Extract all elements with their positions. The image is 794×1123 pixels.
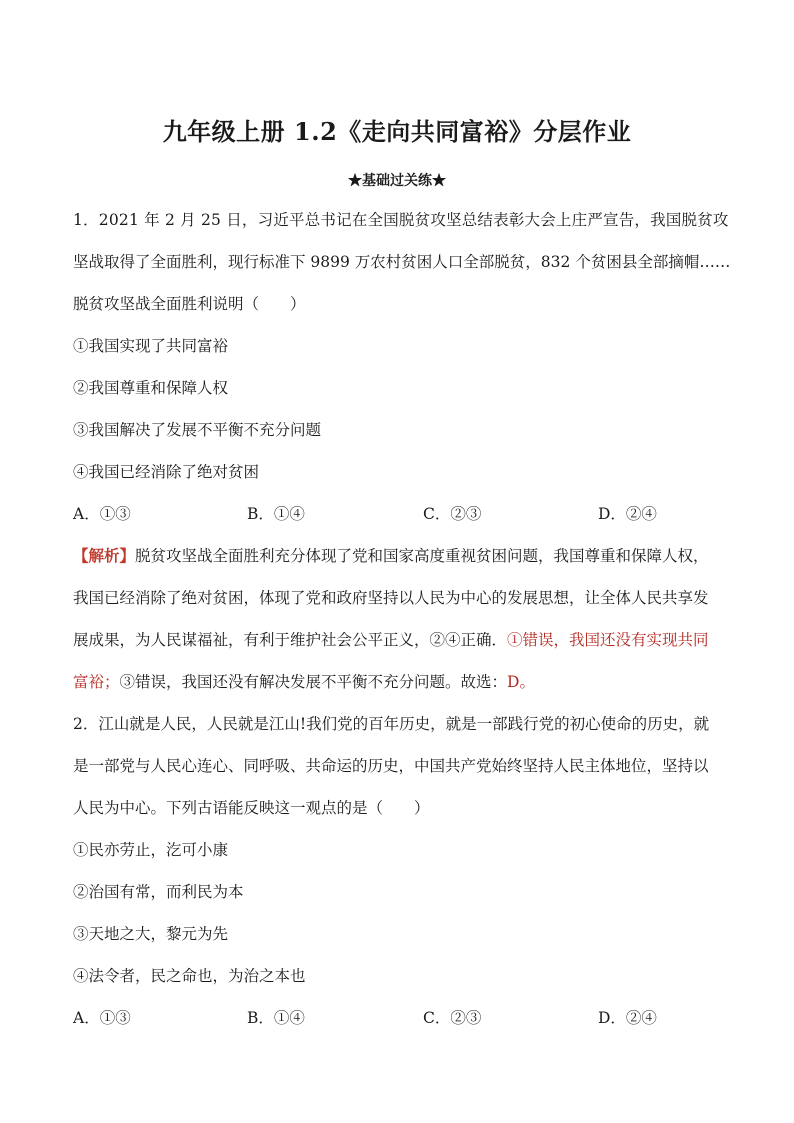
analysis-text-1: 脱贫攻坚战全面胜利充分体现了党和国家高度重视贫困问题，我国尊重和保障人权， [135,547,709,565]
q1-option-c: C．②③ [423,505,482,523]
q2-item-2: ②治国有常，而利民为本 [73,883,244,901]
q1-analysis-line-1 [73,546,733,566]
q1-item-3: ③我国解决了发展不平衡不充分问题 [73,421,322,439]
q1-option-a: A．①③ [73,505,131,523]
analysis-text-4a: 富裕； [73,673,120,691]
analysis-text-4b: ③错误，我国还没有解决发展不平衡不充分问题。故选： [119,673,508,691]
analysis-answer: D。 [507,673,535,691]
q1-analysis-line-4 [73,672,733,692]
q2-item-4: ④法令者，民之命也，为治之本也 [73,967,306,985]
q1-option-b: B．①④ [247,505,305,523]
q1-item-2: ②我国尊重和保障人权 [73,379,229,397]
q1-option-d: D．②④ [598,505,657,523]
q1-analysis-line-2: 我国已经消除了绝对贫困，体现了党和政府坚持以人民为中心的发展思想，让全体人民共享发 [73,589,709,607]
q2-option-b: B．①④ [247,1009,305,1027]
q2-option-c: C．②③ [423,1009,482,1027]
q2-item-3: ③天地之大，黎元为先 [73,925,229,943]
q1-stem-line-1: 1．2021 年 2 月 25 日，习近平总书记在全国脱贫攻坚总结表彰大会上庄严宣告，我国脱贫攻 [73,211,729,229]
q2-stem-line-3: 人民为中心。下列古语能反映这一观点的是（ ） [73,799,430,817]
analysis-tag: 【解析】 [73,546,136,565]
q1-stem-line-3: 脱贫攻坚战全面胜利说明（ ） [73,295,306,313]
section-heading: ★基础过关练★ [348,173,446,189]
q2-stem-line-2: 是一部党与人民心连心、同呼吸、共命运的历史，中国共产党始终坚持人民主体地位，坚持以 [73,757,709,775]
q2-stem-line-1: 2．江山就是人民，人民就是江山!我们党的百年历史，就是一部践行党的初心使命的历史，就 [73,715,710,733]
q1-stem-line-2: 坚战取得了全面胜利，现行标准下 9899 万农村贫困人口全部脱贫，832 个贫困县全部摘帽…… [73,253,731,271]
q2-option-a: A．①③ [73,1009,131,1027]
analysis-text-3b: ①错误，我国还没有实现共同 [507,631,709,649]
analysis-text-3a: 展成果，为人民谋福祉，有利于维护社会公平正义，②④正确． [73,631,508,649]
q1-item-4: ④我国已经消除了绝对贫困 [73,463,260,481]
q2-option-d: D．②④ [598,1009,657,1027]
q1-item-1: ①我国实现了共同富裕 [73,337,229,355]
document-title: 九年级上册 1.2《走向共同富裕》分层作业 [162,117,632,146]
q2-item-1: ①民亦劳止，汔可小康 [73,841,229,859]
q1-analysis-line-3 [73,630,733,650]
